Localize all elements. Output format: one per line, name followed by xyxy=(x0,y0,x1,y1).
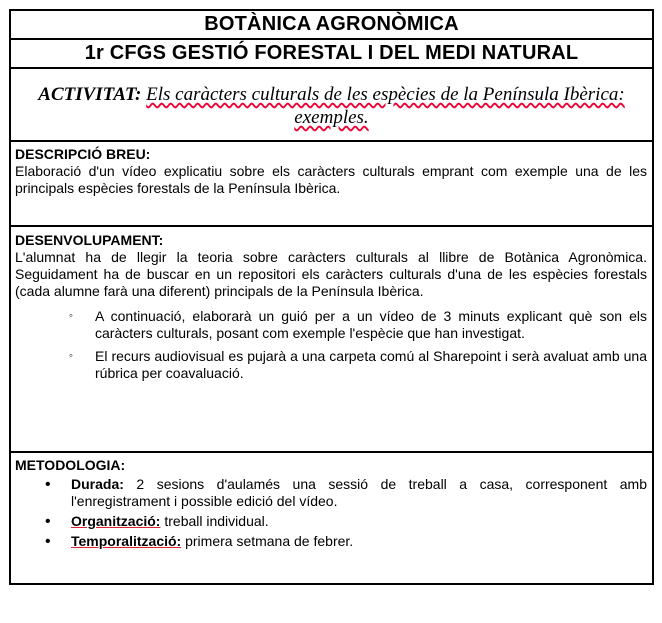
list-item xyxy=(15,348,647,382)
organization-text: treball individual. xyxy=(160,513,269,529)
development-list xyxy=(15,308,647,382)
methodology-title: METODOLOGIA: xyxy=(15,457,126,473)
activity-text: Els caràcters culturals de les espècies de la Península Ibèrica: exemples. xyxy=(146,84,625,128)
duration-label: Durada: xyxy=(71,476,124,492)
description-text: Elaboració d'un vídeo explicatiu sobre els caràcters culturals emprant com exemple una de les principals espècies forestals de la Península Ibèrica. xyxy=(15,163,647,196)
list-item xyxy=(15,308,647,342)
timing-label: Temporalització: xyxy=(71,533,182,549)
course-title xyxy=(11,11,652,40)
development-section xyxy=(11,227,652,453)
program-title-row xyxy=(11,40,652,69)
methodology-section xyxy=(11,453,652,583)
methodology-list xyxy=(15,476,647,550)
program-title: 1r CFGS GESTIÓ FORESTAL I DEL MEDI NATURAL xyxy=(84,42,579,64)
description-section xyxy=(11,142,652,227)
list-item-text: El recurs audiovisual es pujarà a una carpeta comú al Sharepoint i serà avaluat amb una rúbrica per coavaluació. xyxy=(95,348,647,381)
bullet-dot-icon: • xyxy=(45,513,51,530)
list-item xyxy=(15,476,647,510)
bullet-circle-icon: ◦ xyxy=(69,350,73,362)
list-item xyxy=(15,513,647,530)
activity-title xyxy=(11,69,652,142)
bullet-dot-icon: • xyxy=(45,533,51,550)
organization-label: Organització: xyxy=(71,513,161,529)
list-item xyxy=(15,533,647,550)
duration-text: 2 sesions d'aulamés una sessió de treball a casa, corresponent amb l'enregistrament i possible edició del vídeo. xyxy=(71,476,647,509)
activity-label: ACTIVITAT: xyxy=(38,84,142,105)
development-text: L'alumnat ha de llegir la teoria sobre caràcters culturals al llibre de Botànica Agronòmica. Seguidament ha de buscar en un repositori els caràcters culturals d'una de les espècies forestals (cada alumne farà una diferent) principals de la Península Ibèrica. xyxy=(15,249,647,299)
list-item-text: A continuació, elaborarà un guió per a un vídeo de 3 minuts explicant què son els caràcters culturals, posant com exemple l'espècie que han investigat. xyxy=(95,308,647,341)
development-title: DESENVOLUPAMENT: xyxy=(15,232,164,248)
bullet-dot-icon: • xyxy=(45,476,51,493)
bullet-circle-icon: ◦ xyxy=(69,310,73,322)
description-title: DESCRIPCIÓ BREU: xyxy=(15,146,151,162)
activity-sheet xyxy=(9,9,654,585)
subject-title: BOTÀNICA AGRONÒMICA xyxy=(204,13,459,35)
timing-text: primera setmana de febrer. xyxy=(181,533,354,549)
